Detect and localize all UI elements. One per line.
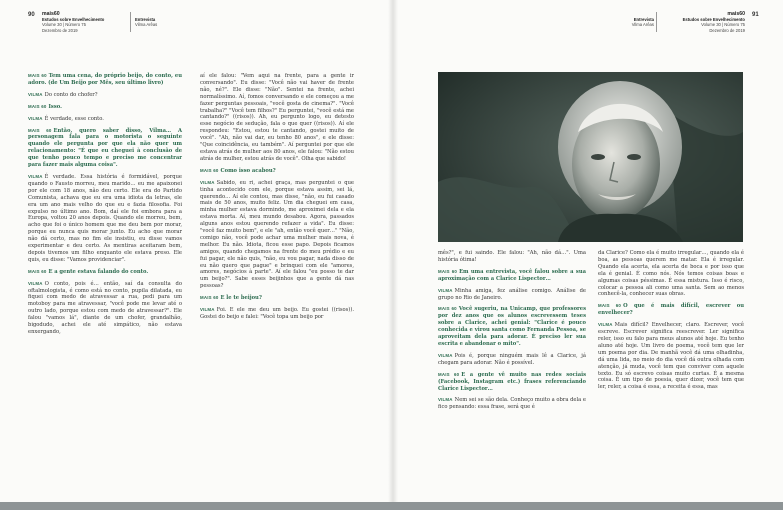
answer-para: VILMA É verdade, esse conto. [28,115,104,122]
question-para: MAIS 60 Você sugeriu, na Unicamp, que professores por dez anos que os alunos escrevessem teses sobre a Clarice, achei genial: "Clarice é pouco conhecida e virou santa como Fernanda Pessoa, se aproveitam dela para adorar. É preciso ler sua escrita e abandonar o mito". [438,306,586,347]
section-head-left [135,17,195,27]
interviewee-left: Vilma Arêas [135,22,158,28]
date-left: Dezembro de 2019 [42,27,78,33]
answer-para: VILMA Foi. E ele me deu um beijo. Eu gostei ((risos)). Gostei do beijo e falei: "Você topa um beijo por [200,307,354,320]
answer-para: VILMA Do conto do chofer? [28,91,98,98]
portrait-photo [438,72,743,242]
answer-para: VILMA Minha amiga, fez análise comigo. Análise de grupo no Rio de Janeiro. [438,287,586,301]
text-column-4 [598,250,744,396]
text-column-3 [438,250,586,416]
body-para: mês?", e fui saindo. Ele falou: "Ah, não dá…". Uma história ótima! [438,250,586,263]
date-right: Dezembro de 2019 [709,27,745,33]
body-para: aí ele falou: "Vem aqui na frente, para a gente ir conversando". Eu disse: "Você não vai haver de frente não, né?". Ele disse: "Não". Sentei na frente, achei normalíssimo. Aí, fomos conversando e ele começou a me fazer perguntas pessoais, "você gosta de cinema?". "Você trabalha?" "Você tem filhos?" Eu perguntei, "você está me cantando?" ((risos)). Ah, eu pergunto logo, eu detesto esse negócio de sedução, fala o que quer ((risos)). Aí ele respondeu: "Estou, estou te cantando, gostei muito de você". "Ah, não vai dar, eu tenho 80 anos", e ele disse: "Que coincidência, eu também". Aí perguntei por que ele estava atrás de mulher aos 80 anos, ele falou: "Não estou atrás de mulher, estou atrás de você". Olha que sabido! [200,73,354,162]
question-para: MAIS 60 E a gente vê muito nas redes sociais (Facebook, Instagram etc.) frases referenciando Clarice Lispector… [438,371,587,392]
volume-right: Volume 30 | Número 75 [701,22,745,28]
section-right: Entrevista [633,17,654,22]
question-para: MAIS 60 Isso. [28,103,62,110]
subtitle-left: Estudos sobre Envelhecimento [42,17,105,23]
section-left: Entrevista [135,17,156,22]
volume-left: Volume 30 | Número 75 [42,22,86,28]
body-para: da Clarice? Como ela é muito irregular…, quando ela é boa, as pessoas querem me matar. Ela é irregular. Quando ela acerta, ela acerta de boca e por isso que ela é genial. É como nós. Nós temos coisas boas e algumas coisas péssimas. É essa mistura. Isso é risco, colocar a pessoa ali como uma santa. Sem ao menos conhecê-la, conhecer suas obras. [598,250,744,298]
running-head-right [660,12,745,33]
portrait-photo-icon [438,72,743,242]
answer-para: VILMA É verdade. Essa história é formidável, porque quando o Fausto morreu, meu marido… eu me apaixonei por ele com 18 anos, não deu certo. Ele era do Partido Comunista, achava que eu era uma idiota da letras, ele era um ano mais velho do que eu e fazia filosofia. Foi expulso no último ano. Bom, daí ele foi embora para a Europa, voltou 20 anos depois. Quando ele morreu, bem, acho que foi o único homem que me deu bem por morar, porque eu nunca quis morar junto. Eu acho que morar não dá certo, mas no fim ele insistiu, eu disse vamos experimentar e deu certo. As mentiras aceitaram bem, depois tivemos um filho enquanto ele estava preso. Ele quis, eu disse: "Vamos providenciar". [28,173,182,263]
answer-para: VILMA Nem sei se são dela. Conheço muito a obra dela e fico pensando: essa frase, será que é [438,397,586,411]
answer-para: VILMA Mais difícil? Envelhecer, claro. Escrever, você escreve. Escrever significa reescrever. Ler significa reler, isso eu falo para meus alunos até hoje. Eu tenho aluno até hoje. Um livro de poema, você tem que ler um poema por dia. De manhã você dá uma olhadinha, dá uma lida, no meio do dia você dá outra olhada com atenção, já muda, você tem que conviver com aquele texto. Eu só escrevo coisas muito curtas. É a mesma coisa. É um tipo de poesia, quer dizer, você tem que ler, reler, a coisa é essa, a receita é essa, mas [598,322,744,391]
question-para: MAIS 60 Tem uma cena, do próprio beijo, do conto, eu adoro. (de Um Beijo por Mês, seu último livro) [28,73,182,86]
answer-para: VILMA Pois é, porque ninguém mais lê a Clarice, já chegam para adorar. Não é possível. [438,352,586,366]
text-column-2 [200,73,354,326]
question-para: MAIS 60 Em uma entrevista, você falou sobre a sua aproximação com a Clarice Lispector… [438,268,586,282]
interviewee-right: Vilma Arêas [631,22,654,28]
bottom-edge [0,502,783,510]
text-column-1 [28,73,182,341]
header-divider-right [656,12,657,32]
question-para: MAIS 60 O que é mais difícil, escrever ou envelhecer? [598,303,744,317]
question-para: MAIS 60 Como isso acabou? [200,167,276,174]
header-divider-left [130,12,131,32]
section-head-right [594,17,654,27]
running-head-left [42,12,132,33]
question-para: MAIS 60 E le te beijou? [200,295,262,302]
answer-para: VILMA O conto, pois é… então, saí da consulta do oftalmologista, é como está no conto, pupila dilatada, eu fiquei com medo de atravessar a rua, pedi para um motoboy para me atravessar, "você pode me levar até o outro lado, porque estou com medo de atravessar?". Ele falou "vamos lá", diante de um chofer, grandalhão, bigodudo, achei ele até simpático, não estava enxergando, [28,280,182,335]
question-para: MAIS 60 E a gente estava falando do conto. [28,268,149,275]
brand-logo-left: mais60 [42,11,60,17]
question-para: MAIS 60 Então, quero saber disso, Vilma… A personagem fala para o motorista o seguinte quando ele pergunta por que ela não quer um relacionamento: "É que eu cheguei à conclusão de que tenho pouco tempo e preciso me concentrar para fazer mais alguma coisa". [28,127,182,169]
page-number-right: 91 [752,12,759,18]
page-gutter [388,0,398,502]
subtitle-right: Estudos sobre Envelhecimento [682,17,745,23]
page-number-left: 90 [28,12,35,18]
answer-para: VILMA Sabido, eu ri, achei graça, mas perguntei o que tinha acontecido com ele, porque estava assim, sei lá, querendo… Aí ele contou, mas disse, "não, eu fui casado mais de 50 anos, muito feliz. Um dia cheguei em casa, minha mulher estava dormindo, me aproximei dela e ela estava morta. Aí, meu mundo desabou. Agora, passados alguns anos estou querendo refazer a vida". Eu disse: "você faz muito bem", e ele "ah, então você quer…" "Não, comigo não, você pode achar uma mulher mais nova, é melhor. Eu não. Idiota, ficou esse papo. Depois ficamos amigos, quando chegamos na frente do meu prédio e eu fui pagar, ele não quis, "não, eu vou pagar, nada disso de eu não quero que pague" e brinquei com ele "amores, amores, negócios à parte". Aí ele falou "eu posso te dar um beijo?". Sabe esses beijinhos que a gente dá nas pessoas? [200,179,354,290]
brand-logo-right: mais60 [727,11,745,17]
